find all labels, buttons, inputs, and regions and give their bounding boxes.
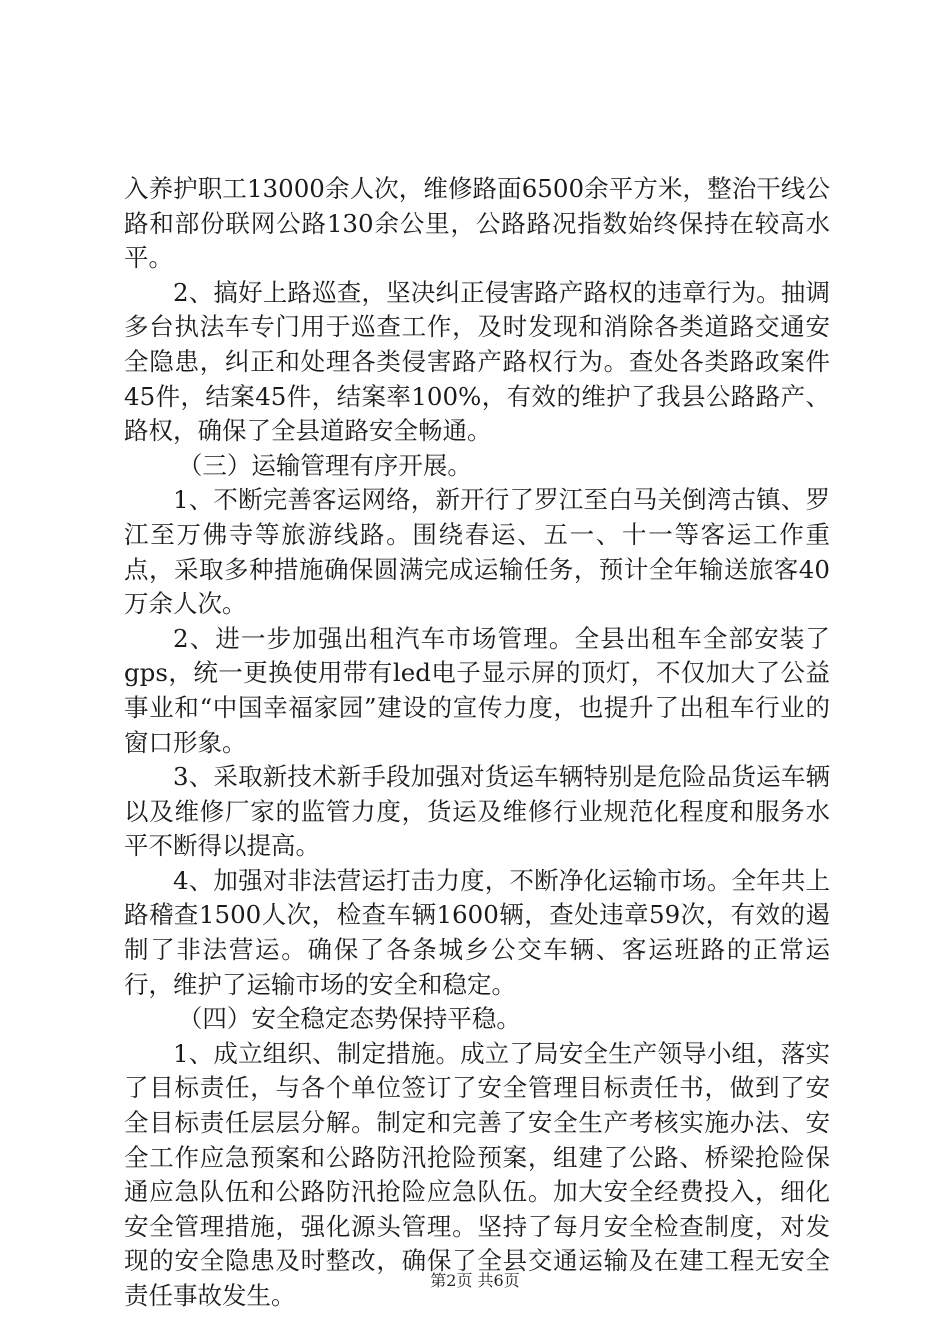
paragraph-taxi-management: 2、进一步加强出租汽车市场管理。全县出租车全部安装了gps，统一更换使用带有led电子显示屏的顶灯，不仅加大了公益事业和“中国幸福家园”建设的宣传力度，也提升了出租车行业的窗口形象。 [124, 623, 830, 757]
section-heading-transport: （三）运输管理有序开展。 [177, 450, 472, 480]
paragraph-freight-supervision: 3、采取新技术新手段加强对货运车辆特别是危险品货运车辆以及维修厂家的监管力度，货运及维修行业规范化程度和服务水平不断得以提高。 [124, 762, 830, 861]
page-number-label: 第2页 共6页 [430, 1271, 520, 1290]
paragraph-safety-organization: 1、成立组织、制定措施。成立了局安全生产领导小组，落实了目标责任，与各个单位签订了安全管理目标责任书，做到了安全目标责任层层分解。制定和完善了安全生产考核实施办法、安全工作应急预案和公路防汛抢险预案，组建了公路、桥梁抢险保通应急队伍和公路防汛抢险应急队伍。加大安全经费投入，细化安全管理措施，强化源头管理。坚持了每月安全检查制度，对发现的安全隐患及时整改，确保了全县交通运输及在建工程无安全责任事故发生。 [124, 1038, 830, 1310]
page-footer [0, 1271, 950, 1291]
paragraph-illegal-operation: 4、加强对非法营运打击力度，不断净化运输市场。全年共上路稽查1500人次，检查车辆1600辆，查处违章59次，有效的遏制了非法营运。确保了各条城乡公交车辆、客运班路的正常运行，维护了运输市场的安全和稳定。 [124, 865, 830, 999]
document-body [124, 172, 830, 1314]
section-heading-safety: （四）安全稳定态势保持平稳。 [177, 1004, 521, 1034]
paragraph-road-patrol: 2、搞好上路巡查，坚决纠正侵害路产路权的违章行为。抽调多台执法车专门用于巡查工作，及时发现和消除各类道路交通安全隐患，纠正和处理各类侵害路产路权行为。查处各类路政案件45件，结案45件，结案率100%，有效的维护了我县公路路产、路权，确保了全县道路安全畅通。 [124, 277, 830, 446]
paragraph-continuation: 入养护职工13000余人次，维修路面6500余平方米，整治干线公路和部份联网公路130余公里，公路路况指数始终保持在较高水平。 [124, 174, 830, 273]
paragraph-passenger-network: 1、不断完善客运网络，新开行了罗江至白马关倒湾古镇、罗江至万佛寺等旅游线路。围绕春运、五一、十一等客运工作重点，采取多种措施确保圆满完成运输任务，预计全年输送旅客40万余人次。 [124, 485, 830, 619]
